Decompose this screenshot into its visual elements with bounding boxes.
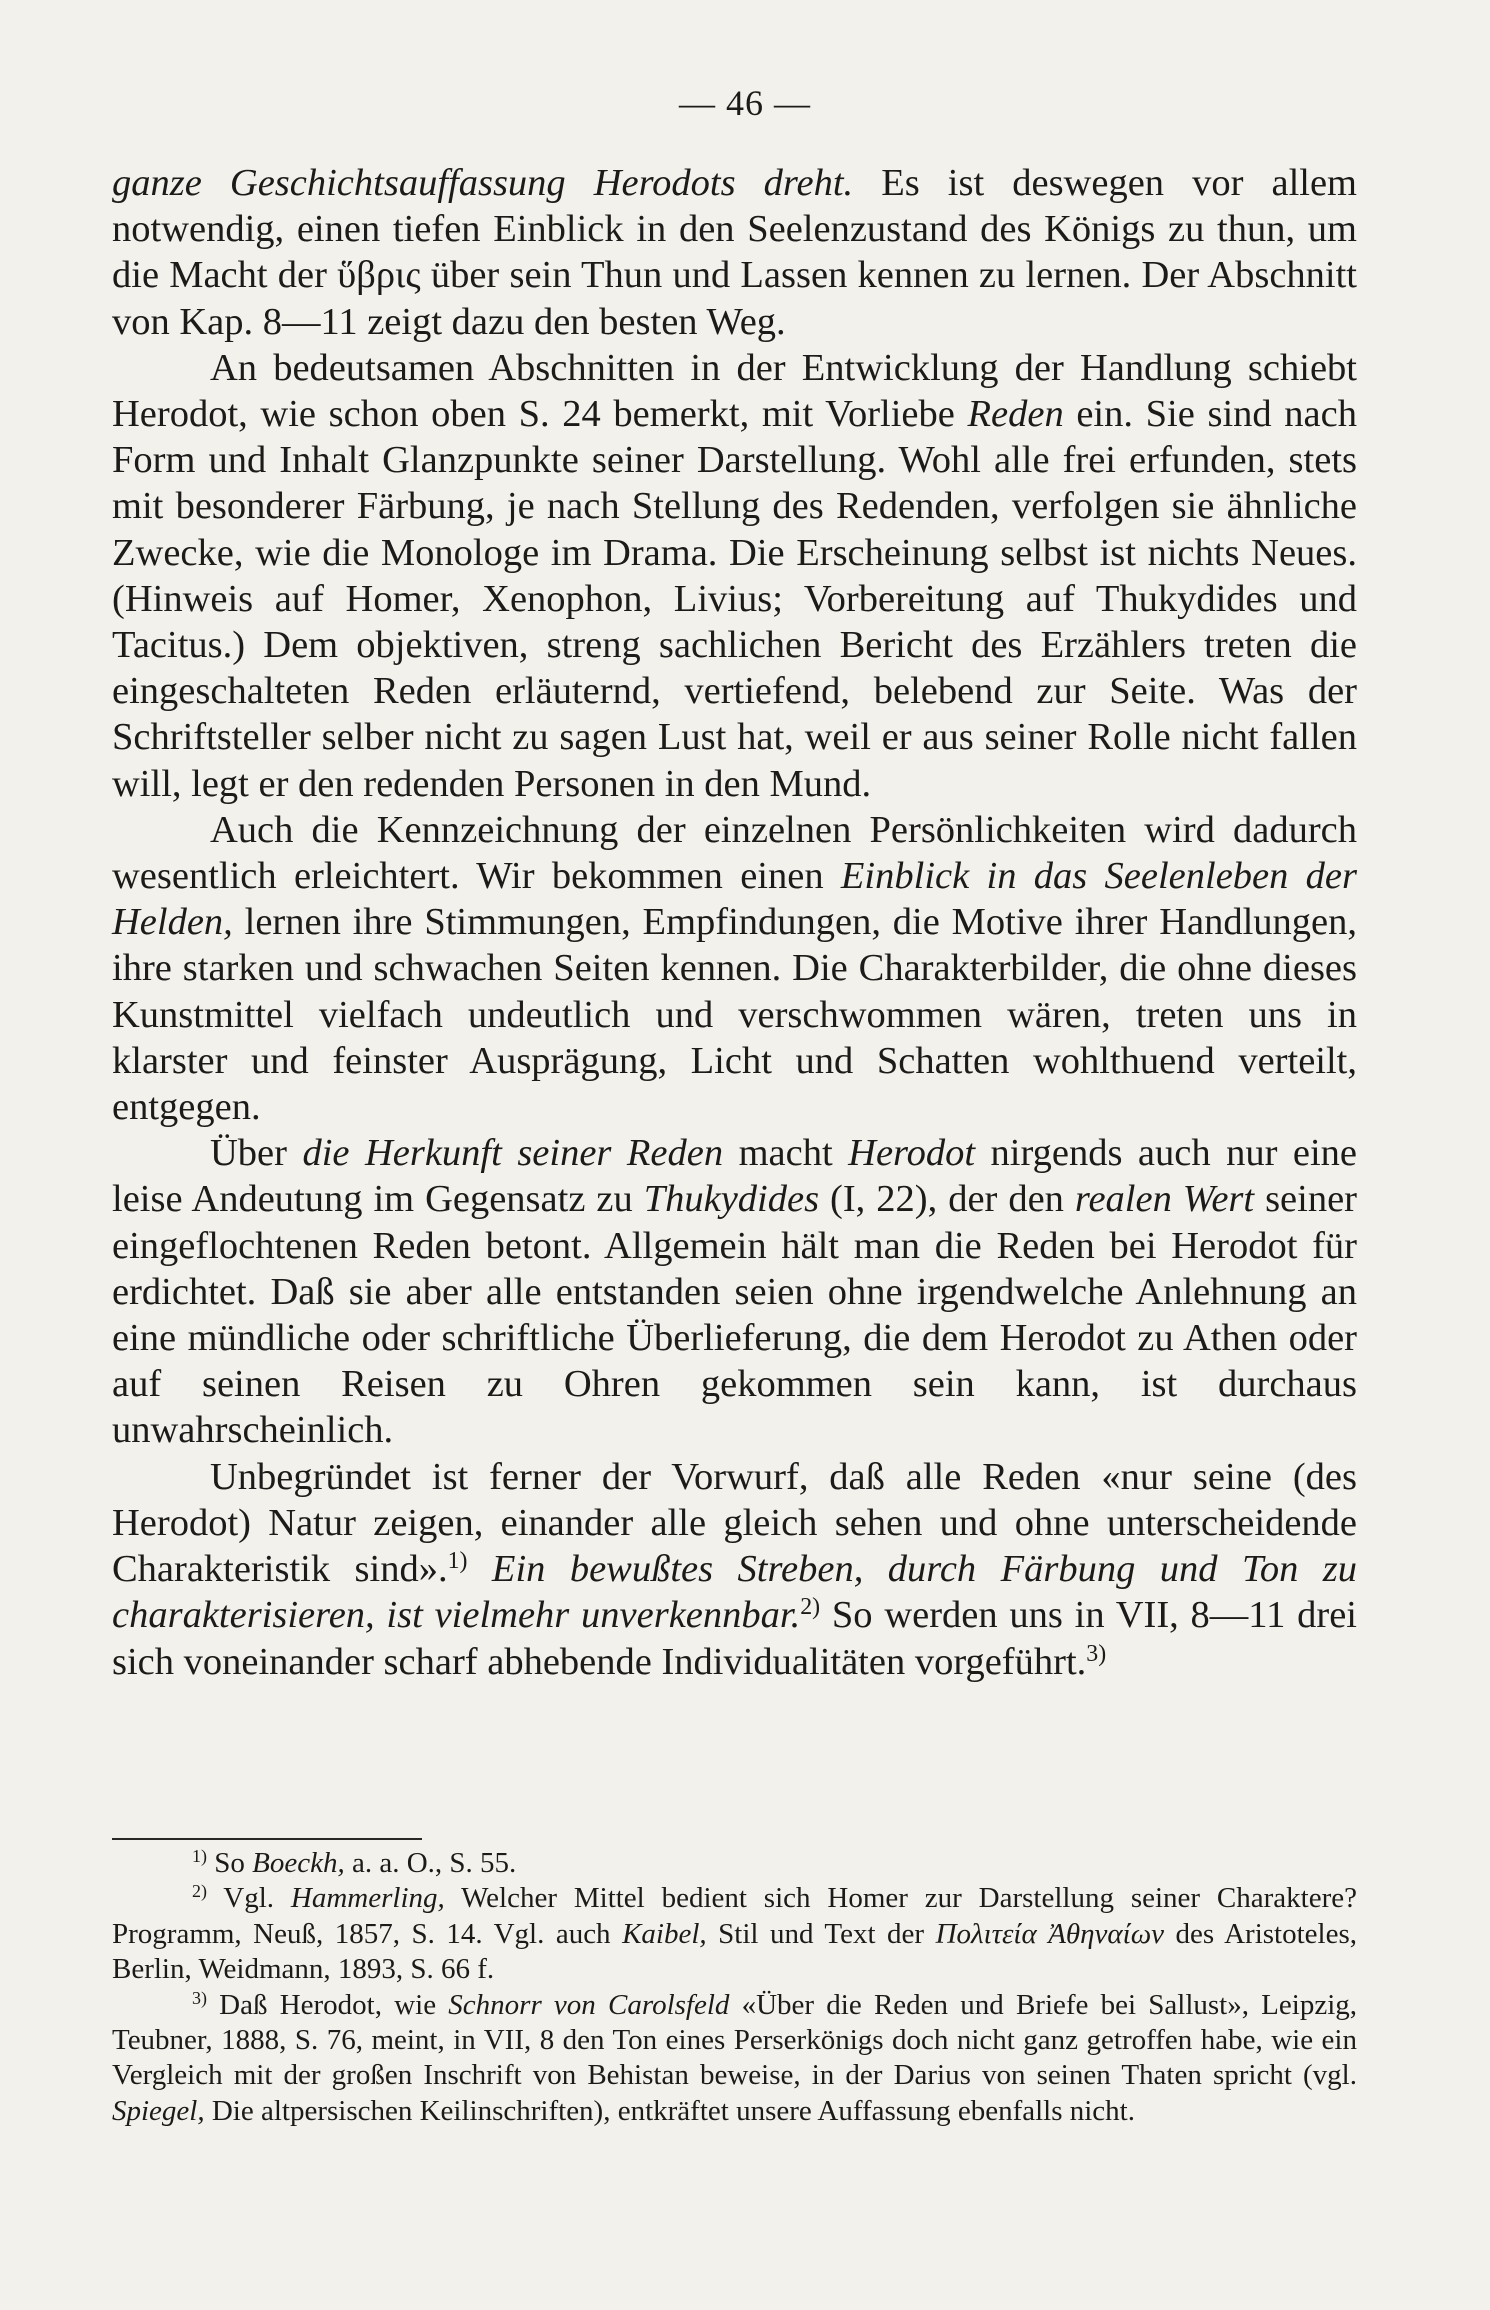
text-run: Auch die Kennzeichnung der einzelnen Persönlichkeiten wird dadurch wesentlich erleichtert. Wir bekommen einen bbox=[112, 808, 1357, 898]
emphasis: Einblick in das Seelenleben der Helden, bbox=[112, 855, 1358, 944]
footnote bbox=[112, 1988, 1357, 2130]
body-text bbox=[112, 160, 1357, 1685]
emphasis: Spiegel, bbox=[112, 2094, 205, 2127]
emphasis: ganze Geschichtsauffassung Herodots dreht. bbox=[112, 162, 854, 204]
paragraph bbox=[112, 160, 1357, 345]
emphasis: Reden bbox=[967, 393, 1064, 436]
footnote-marker: 2) bbox=[800, 1594, 821, 1621]
page-number: — 46 — bbox=[679, 83, 811, 123]
text-run: Daß Herodot, wie bbox=[206, 1988, 449, 2021]
text-run: nirgends auch nur eine leise Andeutung im Gegensatz zu bbox=[112, 1132, 1358, 1221]
footnote bbox=[112, 1846, 1357, 1881]
emphasis: Ein bewußtes Streben, durch Färbung und Ton zu charakterisieren, ist vielmehr unverkennbar. bbox=[112, 1548, 1357, 1637]
text-run: Unbegründet ist ferner der Vorwurf, daß alle Reden «nur seine (des Herodot) Natur zeigen, einander alle gleich sehen und ohne unterscheidende Charakteristik sind». bbox=[112, 1455, 1357, 1591]
emphasis: Kaibel, bbox=[622, 1917, 707, 1950]
text-run: Über bbox=[210, 1132, 303, 1175]
text-run: So werden uns in VII, 8—11 drei sich voneinander scharf abhebende Individualitäten vorgeführt. bbox=[112, 1594, 1357, 1683]
paragraph bbox=[112, 1454, 1357, 1685]
text-run: (I, 22), der den bbox=[819, 1178, 1075, 1221]
footnote-marker: 3) bbox=[1086, 1640, 1107, 1667]
emphasis: die Herkunft seiner Reden bbox=[302, 1132, 724, 1175]
paragraph bbox=[112, 1130, 1357, 1453]
footnote-marker: 1) bbox=[192, 1846, 207, 1867]
emphasis: Πολιτεία Ἀθηναίων bbox=[935, 1917, 1165, 1950]
emphasis: Hammerling, bbox=[290, 1882, 445, 1915]
footnotes bbox=[112, 1846, 1357, 2129]
text-run: Welcher Mittel bedient sich Homer zur Darstellung seiner Charaktere? Programm, Neuß, 1857, S. 14. Vgl. auch bbox=[112, 1882, 1357, 1950]
footnote bbox=[112, 1881, 1357, 1987]
text-run bbox=[467, 1548, 491, 1590]
text-run: ein. Sie sind nach Form und Inhalt Glanzpunkte seiner Darstellung. Wohl alle frei erfunden, stets mit besonderer Färbung, je nach Stellung des Redenden, verfolgen sie ähnliche Zwecke, wie die Monologe im Drama. Die Erscheinung selbst ist nichts Neues. (Hinweis auf Homer, Xenophon, Livius; Vorbereitung auf Thukydides und Tacitus.) Dem objektiven, streng sachlichen Bericht des Erzählers treten die eingeschalteten Reden erläuternd, vertiefend, belebend zur Seite. Was der Schriftsteller selber nicht zu sagen Lust hat, weil er aus seiner Rolle nicht fallen will, legt er den redenden Personen in den Mund. bbox=[112, 393, 1357, 805]
text-run: Es ist deswegen vor allem notwendig, einen tiefen Einblick in den Seelenzustand des Königs zu thun, um die Macht der ὕβρις über sein Thun und Lassen kennen zu lernen. Der Abschnitt von Kap. 8—11 zeigt dazu den besten Weg. bbox=[112, 162, 1358, 343]
text-run: seiner eingeflochtenen Reden betont. Allgemein hält man die Reden bei Herodot für erdichtet. Daß sie aber alle entstanden seien ohne irgendwelche Anlehnung an eine mündliche oder schriftliche Überlieferung, die dem Herodot zu Athen oder auf seinen Reisen zu Ohren gekommen sein kann, ist durchaus unwahrscheinlich. bbox=[112, 1178, 1357, 1452]
emphasis: realen Wert bbox=[1074, 1178, 1255, 1221]
emphasis: Boeckh, bbox=[252, 1847, 345, 1879]
text-run: des Aristoteles, Berlin, Weidmann, 1893, S. 66 f. bbox=[112, 1917, 1358, 1986]
paragraph bbox=[112, 345, 1357, 807]
emphasis: Herodot bbox=[848, 1132, 976, 1175]
footnote-marker: 1) bbox=[447, 1547, 468, 1574]
text-run: lernen ihre Stimmungen, Empfindungen, die Motive ihrer Handlungen, ihre starken und schwachen Seiten kennen. Die Charakterbilder, die ohne dieses Kunstmittel vielfach undeutlich und verschwommen wären, treten uns in klarster und feinster Ausprägung, Licht und Schatten wohlthuend verteilt, entgegen. bbox=[112, 901, 1357, 1129]
text-run: «Über die Reden und Briefe bei Sallust», Leipzig, Teubner, 1888, S. 76, meint, in VII, 8 den Ton eines Perserkönigs doch nicht ganz getroffen habe, wie ein Vergleich mit der großen Inschrift von Behistan beweise, in der Darius von seinen Thaten spricht (vgl. bbox=[112, 1988, 1357, 2092]
text-run: macht bbox=[723, 1132, 849, 1175]
text-run: Die altpersischen Keilinschriften), entkräftet unsere Auffassung ebenfalls nicht. bbox=[204, 2094, 1135, 2127]
text-run: a. a. O., S. 55. bbox=[344, 1847, 517, 1879]
footnote-marker: 3) bbox=[192, 1987, 207, 2008]
text-run: Stil und Text der bbox=[706, 1917, 936, 1950]
footnote-divider bbox=[112, 1838, 422, 1840]
emphasis: Thukydides bbox=[643, 1178, 820, 1221]
paragraph bbox=[112, 807, 1357, 1130]
text-run: Vgl. bbox=[206, 1882, 291, 1915]
text-run: So bbox=[206, 1847, 253, 1879]
text-run: An bedeutsamen Abschnitten in der Entwicklung der Handlung schiebt Herodot, wie schon oben S. 24 bemerkt, mit Vorliebe bbox=[112, 346, 1357, 436]
footnote-marker: 2) bbox=[192, 1881, 207, 1902]
emphasis: Schnorr von Carolsfeld bbox=[448, 1988, 730, 2021]
